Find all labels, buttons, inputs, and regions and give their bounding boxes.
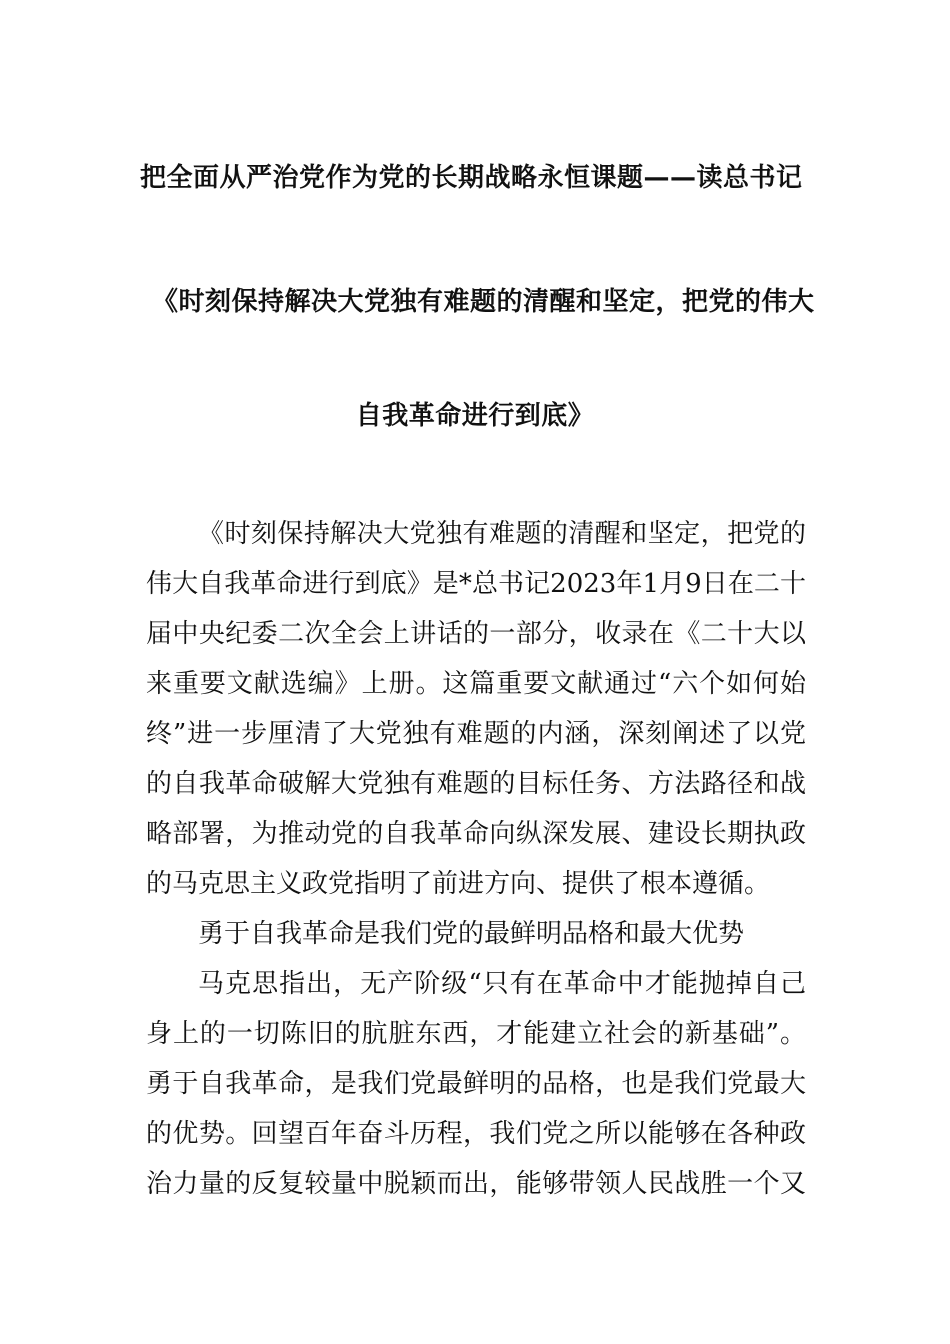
paragraph-1-line: 终”进一步厘清了大党独有难题的内涵，深刻阐述了以党 (146, 719, 806, 749)
document-title-line-2: 《时刻保持解决大党独有难题的清醒和坚定，把党的伟大 (152, 287, 815, 317)
paragraph-2-line: 马克思指出，无产阶级“只有在革命中才能抛掉自己 (198, 969, 806, 999)
paragraph-1-line: 《时刻保持解决大党独有难题的清醒和坚定，把党的 (198, 519, 806, 549)
paragraph-1-line: 届中央纪委二次全会上讲话的一部分，收录在《二十大以 (146, 619, 806, 649)
paragraph-1-line: 略部署，为推动党的自我革命向纵深发展、建设长期执政 (146, 819, 806, 849)
paragraph-2-line: 的优势。回望百年奋斗历程，我们党之所以能够在各种政 (146, 1119, 806, 1149)
paragraph-2-line: 勇于自我革命，是我们党最鲜明的品格，也是我们党最大 (146, 1069, 806, 1099)
paragraph-1-line: 的马克思主义政党指明了前进方向、提供了根本遵循。 (146, 869, 771, 899)
paragraph-2-line: 身上的一切陈旧的肮脏东西，才能建立社会的新基础”。 (146, 1019, 806, 1049)
paragraph-1-line: 来重要文献选编》上册。这篇重要文献通过“六个如何始 (146, 669, 806, 699)
paragraph-1-line: 的自我革命破解大党独有难题的目标任务、方法路径和战 (146, 769, 806, 799)
document-title-line-1: 把全面从严治党作为党的长期战略永恒课题——读总书记 (140, 163, 803, 193)
paragraph-1-line: 伟大自我革命进行到底》是*总书记2023年1月9日在二十 (146, 569, 806, 599)
paragraph-2-line: 治力量的反复较量中脱颖而出，能够带领人民战胜一个又 (146, 1169, 806, 1199)
section-heading: 勇于自我革命是我们党的最鲜明品格和最大优势 (198, 919, 745, 949)
document-title-line-3: 自我革命进行到底》 (355, 401, 595, 431)
